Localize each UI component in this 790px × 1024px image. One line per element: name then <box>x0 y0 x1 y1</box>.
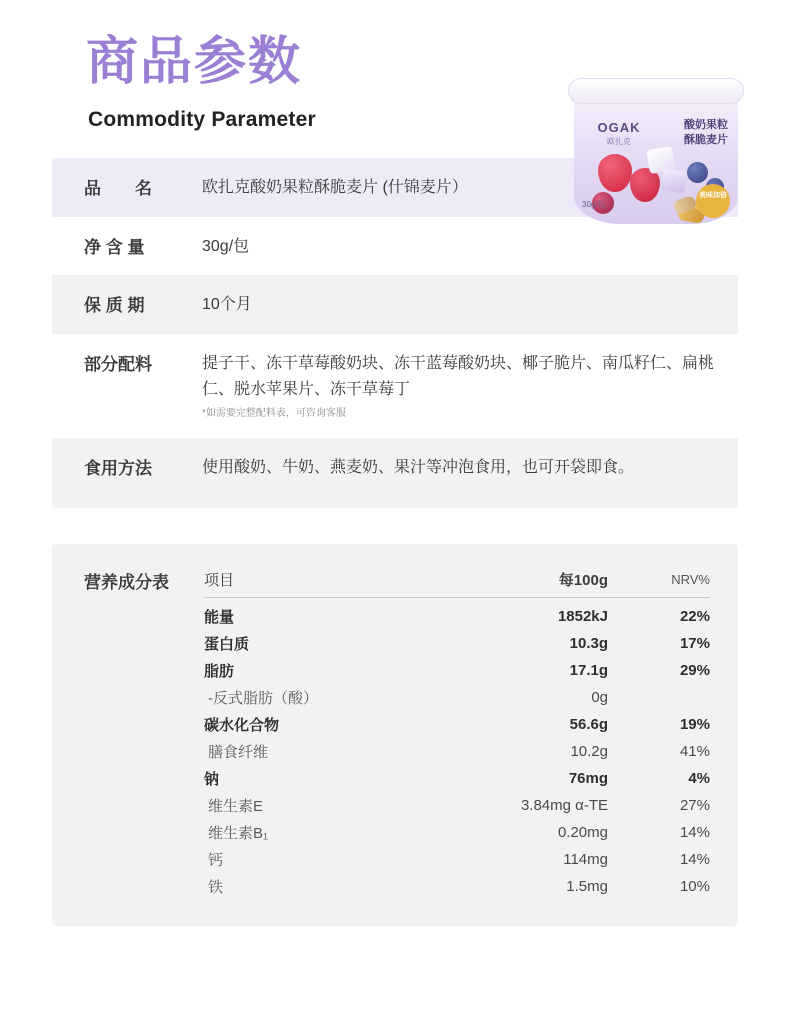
page-subtitle: Commodity Parameter <box>88 108 316 132</box>
nutrient-amount: 114mg <box>563 851 608 869</box>
tub-body <box>574 92 738 224</box>
nutrient-name: 铁 <box>208 879 224 897</box>
nutrient-amount: 10.2g <box>570 743 608 761</box>
nutrition-facts-section <box>52 544 738 926</box>
package-badge: 美味加倍 <box>696 184 730 218</box>
nutrient-nrv: 4% <box>688 770 710 788</box>
column-header-per100g: 每100g <box>430 566 614 598</box>
table-row <box>204 711 710 738</box>
nutrient-name: 维生素E <box>208 798 264 816</box>
brand-logo-sub: 欧扎克 <box>607 137 631 146</box>
nutrient-amount: 76mg <box>568 770 608 788</box>
table-row <box>204 873 710 900</box>
table-row <box>204 846 710 873</box>
spec-label-net-weight: 净 含 量 <box>84 237 145 257</box>
table-header-row <box>204 566 710 598</box>
nutrient-amount: 0.20mg <box>557 824 608 842</box>
nutrient-name: 脂肪 <box>204 663 235 681</box>
product-tub <box>568 78 744 228</box>
nutrient-name: 膳食纤维 <box>208 744 269 762</box>
nutrient-nrv: 29% <box>679 662 710 680</box>
nutrient-nrv: 27% <box>679 797 710 815</box>
table-row <box>204 598 710 631</box>
blueberry-icon <box>687 162 708 183</box>
table-row <box>204 819 710 846</box>
nutrient-name: 维生素B₁ <box>208 825 269 843</box>
table-row <box>52 275 738 334</box>
table-row <box>204 630 710 657</box>
nutrient-name: -反式脂肪（酸） <box>208 690 318 708</box>
nutrient-nrv: 14% <box>679 851 710 869</box>
package-portion-text: 30g/包 <box>582 200 606 209</box>
nutrient-nrv: 14% <box>679 824 710 842</box>
package-label-line1: 酸奶果粒 <box>684 119 728 131</box>
nutrition-table <box>204 566 710 900</box>
nutrient-nrv: 22% <box>679 608 710 626</box>
table-row <box>52 438 738 508</box>
spec-value-name: 欧扎克酸奶果粒酥脆麦片 (什锦麦片） <box>202 179 468 197</box>
nutrient-amount: 1.5mg <box>566 878 608 896</box>
nutrition-title: 营养成分表 <box>84 573 169 593</box>
nutrient-name: 能量 <box>204 609 235 627</box>
package-label-line2: 酥脆麦片 <box>684 133 728 146</box>
nutrient-name: 蛋白质 <box>204 636 250 654</box>
brand-logo: OGAK <box>597 120 641 135</box>
product-package-image <box>568 68 744 240</box>
spec-value-net-weight: 30g/包 <box>202 237 250 255</box>
nutrient-name: 钠 <box>204 771 220 789</box>
nutrient-nrv: 41% <box>679 743 710 761</box>
package-label <box>684 118 728 148</box>
nutrient-amount: 17.1g <box>569 662 608 680</box>
strawberry-icon <box>598 154 632 192</box>
nutrient-amount: 3.84mg α-TE <box>520 797 608 815</box>
nutrient-nrv: 17% <box>679 635 710 653</box>
table-row <box>204 792 710 819</box>
nutrient-amount: 10.3g <box>569 635 608 653</box>
spec-label-usage: 食用方法 <box>84 459 152 479</box>
tub-lid <box>568 78 744 104</box>
nutrient-amount: 1852kJ <box>557 608 608 626</box>
spec-label-shelf-life: 保 质 期 <box>84 296 145 316</box>
page-title: 商品参数 <box>86 33 303 91</box>
nutrient-nrv <box>614 684 710 711</box>
spec-value-shelf-life: 10个月 <box>202 296 252 314</box>
ingredients-note: *如需要完整配料表，可咨询客服 <box>202 408 346 420</box>
ingredients-text: 提子干、冻干草莓酸奶块、冻干蓝莓酸奶块、椰子脆片、南瓜籽仁、扁桃仁、脱水苹果片、冻干草莓丁 <box>202 354 715 398</box>
nutrient-nrv: 19% <box>679 716 710 734</box>
nutrient-amount: 56.6g <box>569 716 608 734</box>
yogurt-cube-icon <box>661 168 688 193</box>
column-header-item: 项目 <box>204 566 430 598</box>
spec-value-ingredients <box>202 334 738 438</box>
table-row <box>204 684 710 711</box>
nutrient-name: 钙 <box>208 852 224 870</box>
table-row <box>204 657 710 684</box>
column-header-nrv: NRV% <box>614 566 710 598</box>
table-row <box>52 334 738 438</box>
spec-label-ingredients: 部分配料 <box>84 354 152 374</box>
nutrient-nrv: 10% <box>679 878 710 896</box>
spec-value-usage: 使用酸奶、牛奶、燕麦奶、果汁等冲泡食用，也可开袋即食。 <box>202 459 635 477</box>
spec-label-name: 品 名 <box>84 179 152 199</box>
table-row <box>204 765 710 792</box>
nutrient-name: 碳水化合物 <box>204 717 280 735</box>
nutrient-amount: 0g <box>591 689 608 707</box>
table-row <box>204 738 710 765</box>
